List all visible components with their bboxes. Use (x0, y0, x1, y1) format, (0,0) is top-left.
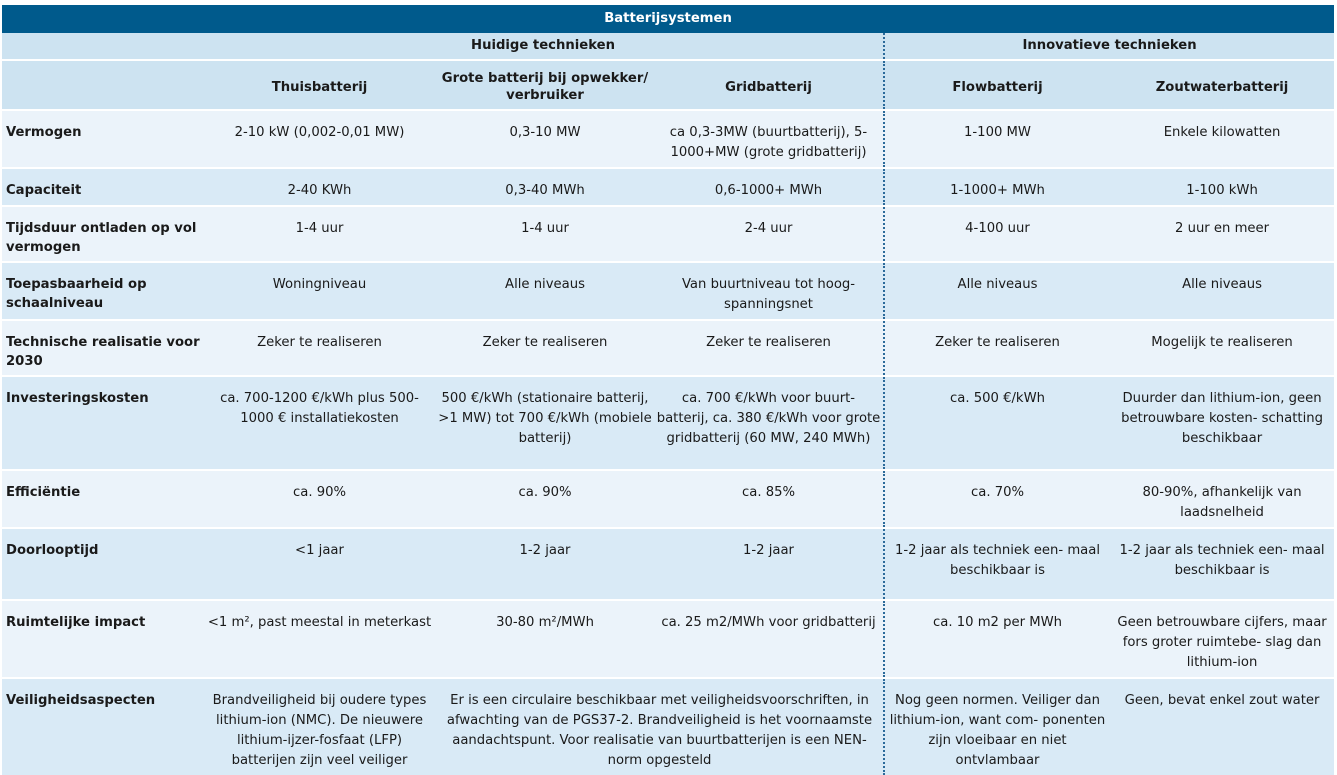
table-row-efficientie (2, 470, 1334, 528)
table-title-row (2, 5, 1334, 33)
table-row-doorlooptijd (2, 528, 1334, 600)
table-cell: 2 uur en meer (1110, 206, 1334, 262)
row-label: Investeringskosten (2, 376, 203, 470)
table-cell: Alle niveaus (436, 262, 654, 320)
column-header-row (2, 60, 1334, 110)
table-cell: 1-2 jaar als techniek een- maal beschikbaar is (884, 528, 1110, 600)
table-cell: 1-4 uur (436, 206, 654, 262)
table-cell: 2-10 kW (0,002-0,01 MW) (203, 110, 436, 168)
table-row-technische-realisatie (2, 320, 1334, 376)
row-label: Vermogen (2, 110, 203, 168)
row-label: Efficiëntie (2, 470, 203, 528)
group-current-techniques: Huidige technieken (203, 33, 884, 60)
column-header-flowbatterij: Flowbatterij (884, 60, 1110, 110)
table-cell: Mogelijk te realiseren (1110, 320, 1334, 376)
table-cell: Brandveiligheid bij oudere types lithium-ion (NMC). De nieuwere lithium-ijzer-fosfaat (LFP) batterijen zijn veel veiliger (203, 678, 436, 775)
group-header-empty (2, 33, 203, 60)
table-cell: 30-80 m²/MWh (436, 600, 654, 678)
column-header-thuisbatterij: Thuisbatterij (203, 60, 436, 110)
column-header-zoutwaterbatterij: Zoutwaterbatterij (1110, 60, 1334, 110)
table-cell: 1-100 MW (884, 110, 1110, 168)
row-label: Toepasbaarheid op schaalniveau (2, 262, 203, 320)
table-cell: <1 m², past meestal in meterkast (203, 600, 436, 678)
table-cell: Zeker te realiseren (203, 320, 436, 376)
table-cell: ca. 85% (654, 470, 884, 528)
table-cell: 80-90%, afhankelijk van laadsnelheid (1110, 470, 1334, 528)
table-cell: 1-2 jaar (436, 528, 654, 600)
table-cell: 0,3-10 MW (436, 110, 654, 168)
column-header-grote-batterij: Grote batterij bij opwekker/ verbruiker (436, 60, 654, 110)
table-cell: ca. 10 m2 per MWh (884, 600, 1110, 678)
table-cell: Duurder dan lithium-ion, geen betrouwbare kosten- schatting beschikbaar (1110, 376, 1334, 470)
column-header-empty (2, 60, 203, 110)
table-cell: Geen betrouwbare cijfers, maar fors groter ruimtebe- slag dan lithium-ion (1110, 600, 1334, 678)
table-cell: ca. 90% (203, 470, 436, 528)
table-cell: ca. 25 m2/MWh voor gridbatterij (654, 600, 884, 678)
table-cell: Zeker te realiseren (436, 320, 654, 376)
table-cell: 500 €/kWh (stationaire batterij, >1 MW) tot 700 €/kWh (mobiele batterij) (436, 376, 654, 470)
table-row-veiligheidsaspecten (2, 678, 1334, 775)
table-cell: ca. 500 €/kWh (884, 376, 1110, 470)
table-cell: 4-100 uur (884, 206, 1110, 262)
table-cell: Enkele kilowatten (1110, 110, 1334, 168)
row-label: Capaciteit (2, 168, 203, 206)
group-header-row (2, 33, 1334, 60)
group-innovative-techniques: Innovatieve technieken (884, 33, 1334, 60)
table-cell: ca. 90% (436, 470, 654, 528)
table-row-toepasbaarheid (2, 262, 1334, 320)
table-cell: 2-40 KWh (203, 168, 436, 206)
row-label: Tijdsduur ontladen op vol vermogen (2, 206, 203, 262)
table-cell: 2-4 uur (654, 206, 884, 262)
table-cell: 0,6-1000+ MWh (654, 168, 884, 206)
table-row-tijdsduur (2, 206, 1334, 262)
table-title: Batterijsystemen (2, 5, 1334, 33)
table-cell: ca. 700-1200 €/kWh plus 500- 1000 € installatiekosten (203, 376, 436, 470)
table-cell: 1-1000+ MWh (884, 168, 1110, 206)
table-cell: ca. 700 €/kWh voor buurt- batterij, ca. 380 €/kWh voor grote gridbatterij (60 MW, 240 MWh) (654, 376, 884, 470)
row-label: Doorlooptijd (2, 528, 203, 600)
table-cell: <1 jaar (203, 528, 436, 600)
table-row-capaciteit (2, 168, 1334, 206)
table-cell: Alle niveaus (1110, 262, 1334, 320)
row-label: Ruimtelijke impact (2, 600, 203, 678)
table-cell: 1-2 jaar (654, 528, 884, 600)
table-cell: Zeker te realiseren (654, 320, 884, 376)
row-label: Veiligheidsaspecten (2, 678, 203, 775)
table-cell: 0,3-40 MWh (436, 168, 654, 206)
table-row-ruimtelijke-impact (2, 600, 1334, 678)
battery-systems-table (2, 5, 1334, 775)
battery-systems-table-container (2, 5, 1334, 775)
row-label: Technische realisatie voor 2030 (2, 320, 203, 376)
table-cell: ca 0,3-3MW (buurtbatterij), 5-1000+MW (grote gridbatterij) (654, 110, 884, 168)
table-cell: Alle niveaus (884, 262, 1110, 320)
table-cell: Van buurtniveau tot hoog- spanningsnet (654, 262, 884, 320)
table-cell: Woningniveau (203, 262, 436, 320)
table-cell: 1-4 uur (203, 206, 436, 262)
table-cell: ca. 70% (884, 470, 1110, 528)
table-cell: 1-100 kWh (1110, 168, 1334, 206)
table-cell: Zeker te realiseren (884, 320, 1110, 376)
table-cell: Nog geen normen. Veiliger dan lithium-ion, want com- ponenten zijn vloeibaar en niet ontvlambaar (884, 678, 1110, 775)
table-cell: 1-2 jaar als techniek een- maal beschikbaar is (1110, 528, 1334, 600)
table-row-investeringskosten (2, 376, 1334, 470)
table-cell: Geen, bevat enkel zout water (1110, 678, 1334, 775)
table-row-vermogen (2, 110, 1334, 168)
table-cell-merged: Er is een circulaire beschikbaar met veiligheidsvoorschriften, in afwachting van de PGS37-2. Brandveiligheid is het voornaamste aandachtspunt. Voor realisatie van buurtbatterijen is een NEN-norm opgesteld (436, 678, 884, 775)
column-header-gridbatterij: Gridbatterij (654, 60, 884, 110)
